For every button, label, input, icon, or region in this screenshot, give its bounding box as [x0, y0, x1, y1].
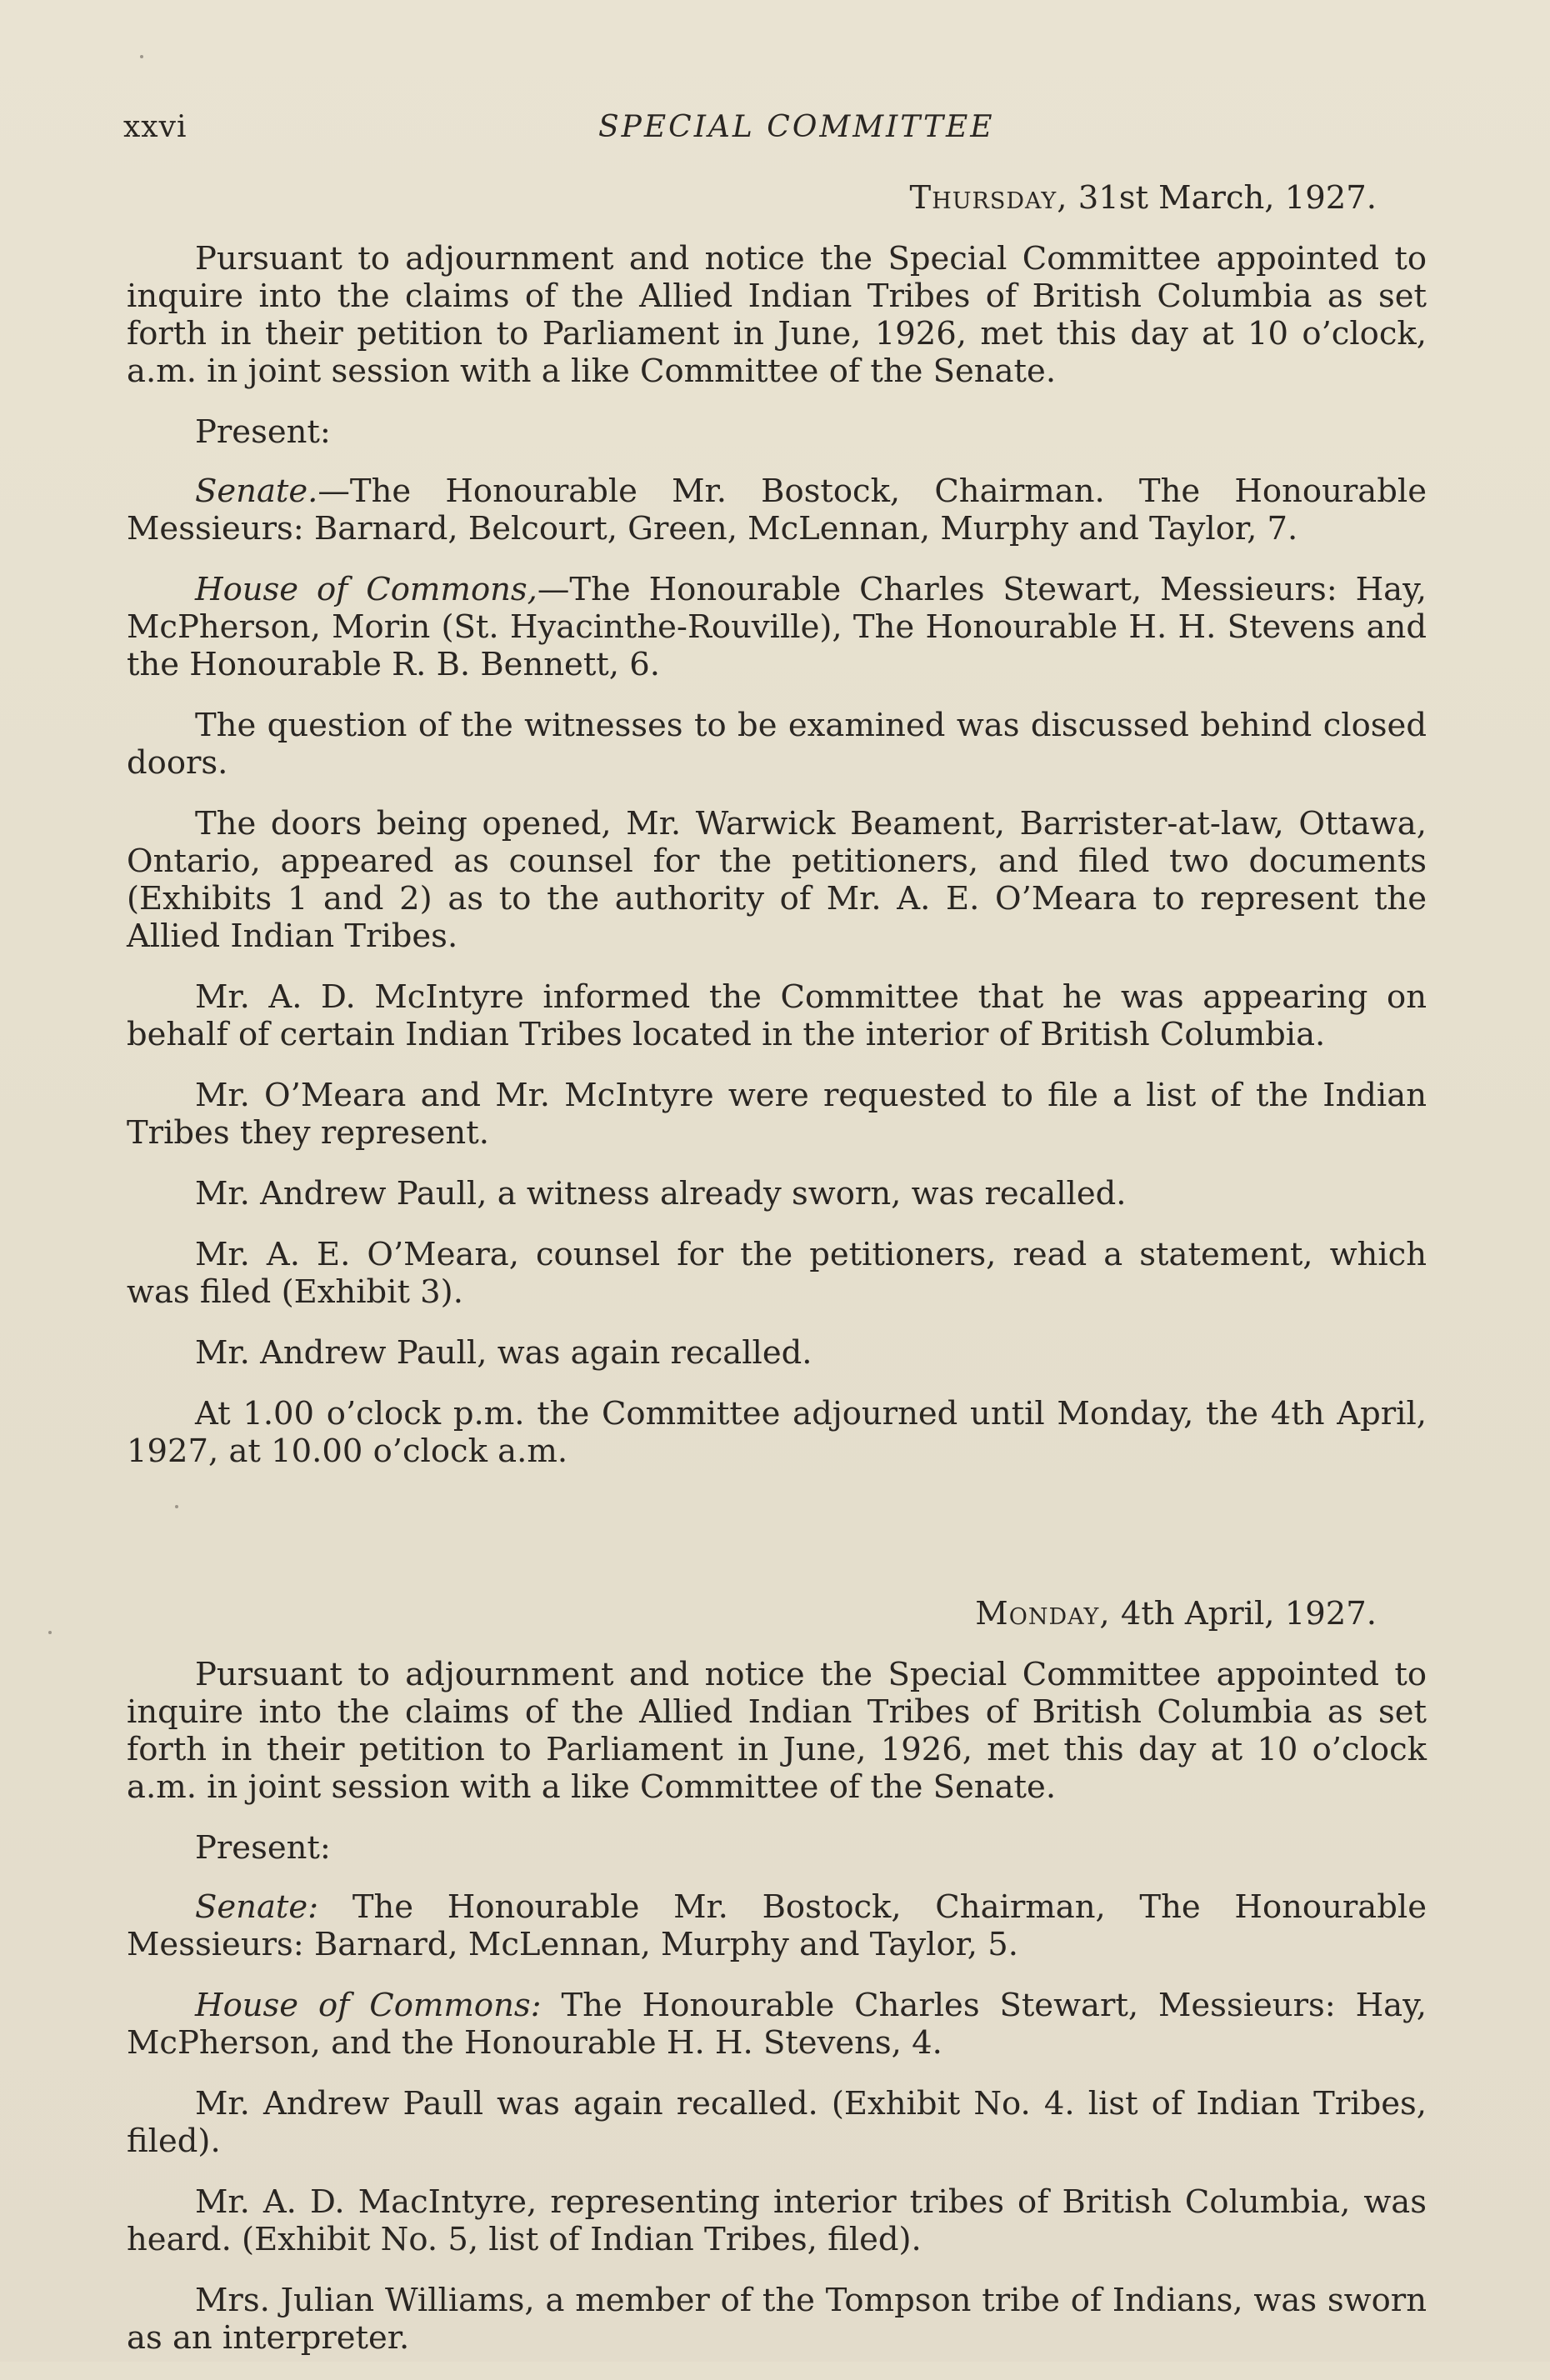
senate-members: —The Honourable Mr. Bostock, Chairman. The Honourable Messieurs: Barnard, Belcourt, Green, McLennan, Murphy and Taylor, 7. [127, 472, 1427, 548]
minutes-paragraph: Mr. A. E. O’Meara, counsel for the petitioners, read a statement, which was filed (Exhibit 3). [127, 1236, 1427, 1311]
minutes-paragraph: Mr. Andrew Paull, was again recalled. [195, 1334, 812, 1372]
present-heading: Present: [195, 413, 331, 451]
session-weekday: Monday, [975, 1595, 1111, 1632]
page-body [127, 179, 1427, 2380]
commons-attendance [127, 571, 1427, 683]
minutes-paragraph: Mrs. Julian Williams, a member of the Tompson tribe of Indians, was sworn as an interpreter. [127, 2282, 1427, 2357]
commons-attendance [127, 1987, 1427, 2062]
minutes-paragraph: Mr. Andrew Paull, a witness already sworn, was recalled. [195, 1175, 1127, 1212]
senate-label: Senate. [195, 472, 318, 510]
commons-label: House of Commons: [195, 1987, 542, 2024]
session-date [127, 1595, 1427, 1632]
minutes-paragraph: Pursuant to adjournment and notice the Special Committee appointed to inquire into the claims of the Allied Indian Tribes of British Columbia as set forth in their petition to Parliament in June, 1926, met this day at 10 o’clock, a.m. in joint session with a like Committee of the Senate. [127, 240, 1427, 390]
print-speck [140, 55, 143, 58]
senate-label: Senate: [195, 1888, 319, 1926]
session-date-text: 31st March, 1927. [1068, 179, 1377, 217]
minutes-paragraph: Mr. A. D. McIntyre informed the Committee that he was appearing on behalf of certain Indian Tribes located in the interior of British Columbia. [127, 978, 1427, 1053]
minutes-paragraph: At 1.00 o’clock p.m. the Committee adjourned until Monday, the 4th April, 1927, at 10.00 o’clock a.m. [127, 1395, 1427, 1470]
session-date-text: 4th April, 1927. [1110, 1595, 1377, 1632]
page-number: xxvi [123, 110, 188, 144]
print-speck [48, 1631, 52, 1634]
minutes-paragraph: The question of the witnesses to be examined was discussed behind closed doors. [127, 707, 1427, 782]
minutes-paragraph: The doors being opened, Mr. Warwick Beament, Barrister-at-law, Ottawa, Ontario, appeared as counsel for the petitioners, and filed two documents (Exhibits 1 and 2) as to the authority of Mr. A. E. O’Meara to represent the Allied Indian Tribes. [127, 805, 1427, 955]
session-weekday: Thursday, [909, 179, 1068, 217]
senate-attendance [127, 472, 1427, 548]
senate-members: The Honourable Mr. Bostock, Chairman, The Honourable Messieurs: Barnard, McLennan, Murphy and Taylor, 5. [127, 1888, 1427, 1963]
minutes-paragraph: Mr. O’Meara and Mr. McIntyre were requested to file a list of the Indian Tribes they represent. [127, 1077, 1427, 1152]
commons-members: —The Honourable Charles Stewart, Messieurs: Hay, McPherson, Morin (St. Hyacinthe-Rouville), The Honourable H. H. Stevens and the Honourable R. B. Bennett, 6. [127, 571, 1427, 683]
commons-label: House of Commons, [195, 571, 538, 608]
running-head: SPECIAL COMMITTEE [598, 110, 995, 144]
session-date [127, 179, 1427, 217]
minutes-paragraph: Mr. A. D. MacIntyre, representing interior tribes of British Columbia, was heard. (Exhibit No. 5, list of Indian Tribes, filed). [127, 2183, 1427, 2258]
senate-attendance [127, 1888, 1427, 1963]
section-gap [127, 1493, 1427, 1595]
present-heading: Present: [195, 1829, 331, 1867]
minutes-paragraph: Mr. Andrew Paull was again recalled. (Exhibit No. 4. list of Indian Tribes, filed). [127, 2085, 1427, 2160]
page-header [123, 110, 1427, 152]
minutes-paragraph: Pursuant to adjournment and notice the Special Committee appointed to inquire into the claims of the Allied Indian Tribes of British Columbia as set forth in their petition to Parliament in June, 1926, met this day at 10 o’clock a.m. in joint session with a like Committee of the Senate. [127, 1656, 1427, 1806]
commons-members: The Honourable Charles Stewart, Messieurs: Hay, McPherson, and the Honourable H. H. Stevens, 4. [127, 1987, 1427, 2062]
